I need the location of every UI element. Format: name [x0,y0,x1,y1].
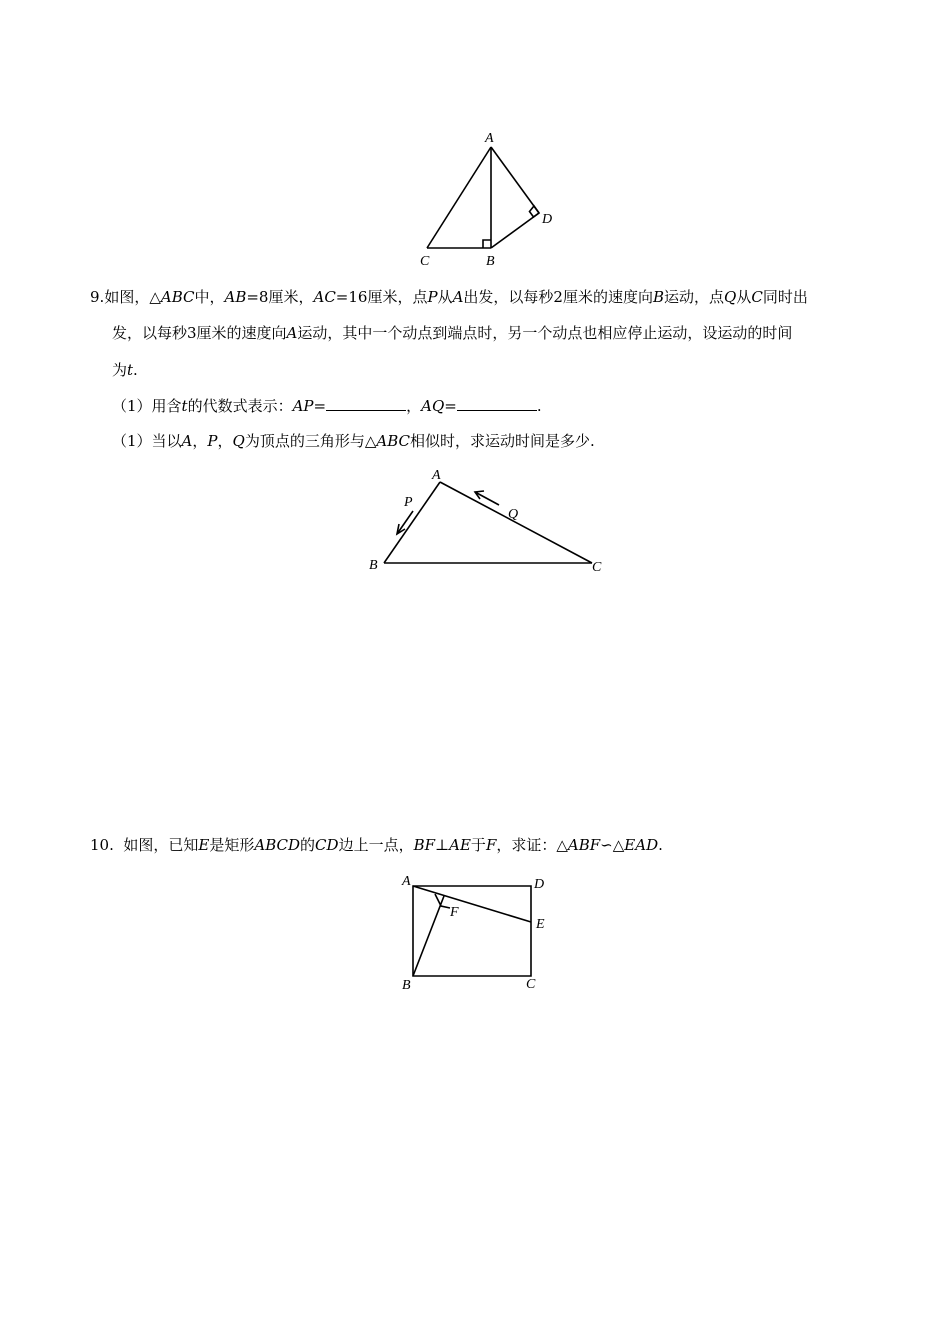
q9-line-1 [90,287,808,307]
math-q: Q [232,432,245,450]
q9-subquestion-1 [112,396,542,416]
q9-text: 发，以每秒3厘米的速度向 [112,324,287,342]
q9-subquestion-2 [112,431,595,451]
segment-AC [440,482,592,563]
math-a: A [452,288,464,306]
answer-blank-ap[interactable] [326,396,406,411]
label-E: E [536,917,545,932]
label-C: C [420,254,430,269]
q9-number: 9. [90,288,105,306]
math-p: P [207,432,218,450]
q10-text: 如图，已知 [123,836,199,854]
arrow-P-shaft [397,511,413,534]
math-b: B [652,288,664,306]
q9-text: 从 [736,288,752,306]
segment-AD [491,147,539,213]
q9-line-3 [112,360,138,380]
segment-AE [413,886,531,922]
math-abc: ABC [376,432,410,450]
segment-AC [427,147,491,248]
q9-text: =8厘米， [246,288,314,306]
label-C: C [592,560,602,575]
q9-text: 运动，其中一个动点到端点时，另一个动点也相应停止运动，设运动的时间 [297,324,793,342]
q9-text: 中， [194,288,225,306]
label-F: F [450,905,459,920]
label-D: D [542,212,553,227]
perp-symbol: ⊥ [435,836,450,854]
q10-text: 是矩形 [209,836,255,854]
label-Q: Q [508,507,519,522]
separator: ， [406,397,422,415]
math-c: C [751,288,763,306]
math-t: t [127,361,134,379]
q9-text: . [133,361,138,379]
right-angle-mark-B [483,240,491,248]
sub-prefix: （1）用含 [112,397,182,415]
q9-text: 从 [437,288,453,306]
q10-figure [395,870,565,1000]
math-q: Q [724,288,737,306]
sub-text: 为顶点的三角形与△ [244,432,377,450]
label-B: B [402,978,411,993]
q9-text: =16厘米，点 [335,288,428,306]
separator: ， [192,432,208,450]
answer-blank-aq[interactable] [457,396,537,411]
q9-figure [360,462,620,582]
math-abf: ABF [567,836,601,854]
label-P: P [404,495,413,510]
math-a: A [181,432,193,450]
math-a: A [286,324,298,342]
q9-text: 同时出 [762,288,808,306]
segment-BD [491,213,539,248]
math-e: E [198,836,210,854]
label-A: A [432,468,441,483]
q10-text: 于 [470,836,486,854]
math-ead: EAD [624,836,659,854]
q10-number: 10. [90,836,114,854]
q9-text: 为 [112,361,128,379]
math-t: t [181,397,188,415]
equals: = [313,397,327,415]
q9-text: 运动，点 [663,288,724,306]
similar-symbol: ∽△ [600,836,625,854]
q10-text: ，求证：△ [496,836,568,854]
figure-1 [415,125,565,270]
label-B: B [486,254,495,269]
math-abc: ABC [160,288,195,306]
math-ab: AB [224,288,247,306]
math-bf: BF [413,836,436,854]
sub-text: 相似时，求运动时间是多少. [410,432,595,450]
period: . [658,836,663,854]
separator: ， [217,432,233,450]
q10-text: 的 [300,836,316,854]
math-cd: CD [315,836,339,854]
label-A: A [485,131,494,146]
equals: = [444,397,457,415]
segment-BF [413,896,444,976]
label-C: C [526,977,536,992]
math-abcd: ABCD [254,836,301,854]
q10-text: 边上一点， [338,836,414,854]
label-B: B [369,558,378,573]
label-A: A [402,874,411,889]
sub-prefix: （1）当以 [112,432,182,450]
q9-text: 如图，△ [104,288,161,306]
q10-line [90,835,663,855]
math-aq: AQ [421,397,445,415]
math-f: F [485,836,497,854]
right-angle-mark-D [530,206,540,217]
math-ac: AC [313,288,336,306]
label-D: D [534,877,545,892]
period: . [536,397,542,415]
sub-text: 的代数式表示： [187,397,293,415]
q9-line-2 [112,323,792,343]
math-p: P [427,288,438,306]
q9-text: 出发，以每秒2厘米的速度向 [463,288,653,306]
math-ap: AP [292,397,314,415]
math-ae: AE [449,836,471,854]
